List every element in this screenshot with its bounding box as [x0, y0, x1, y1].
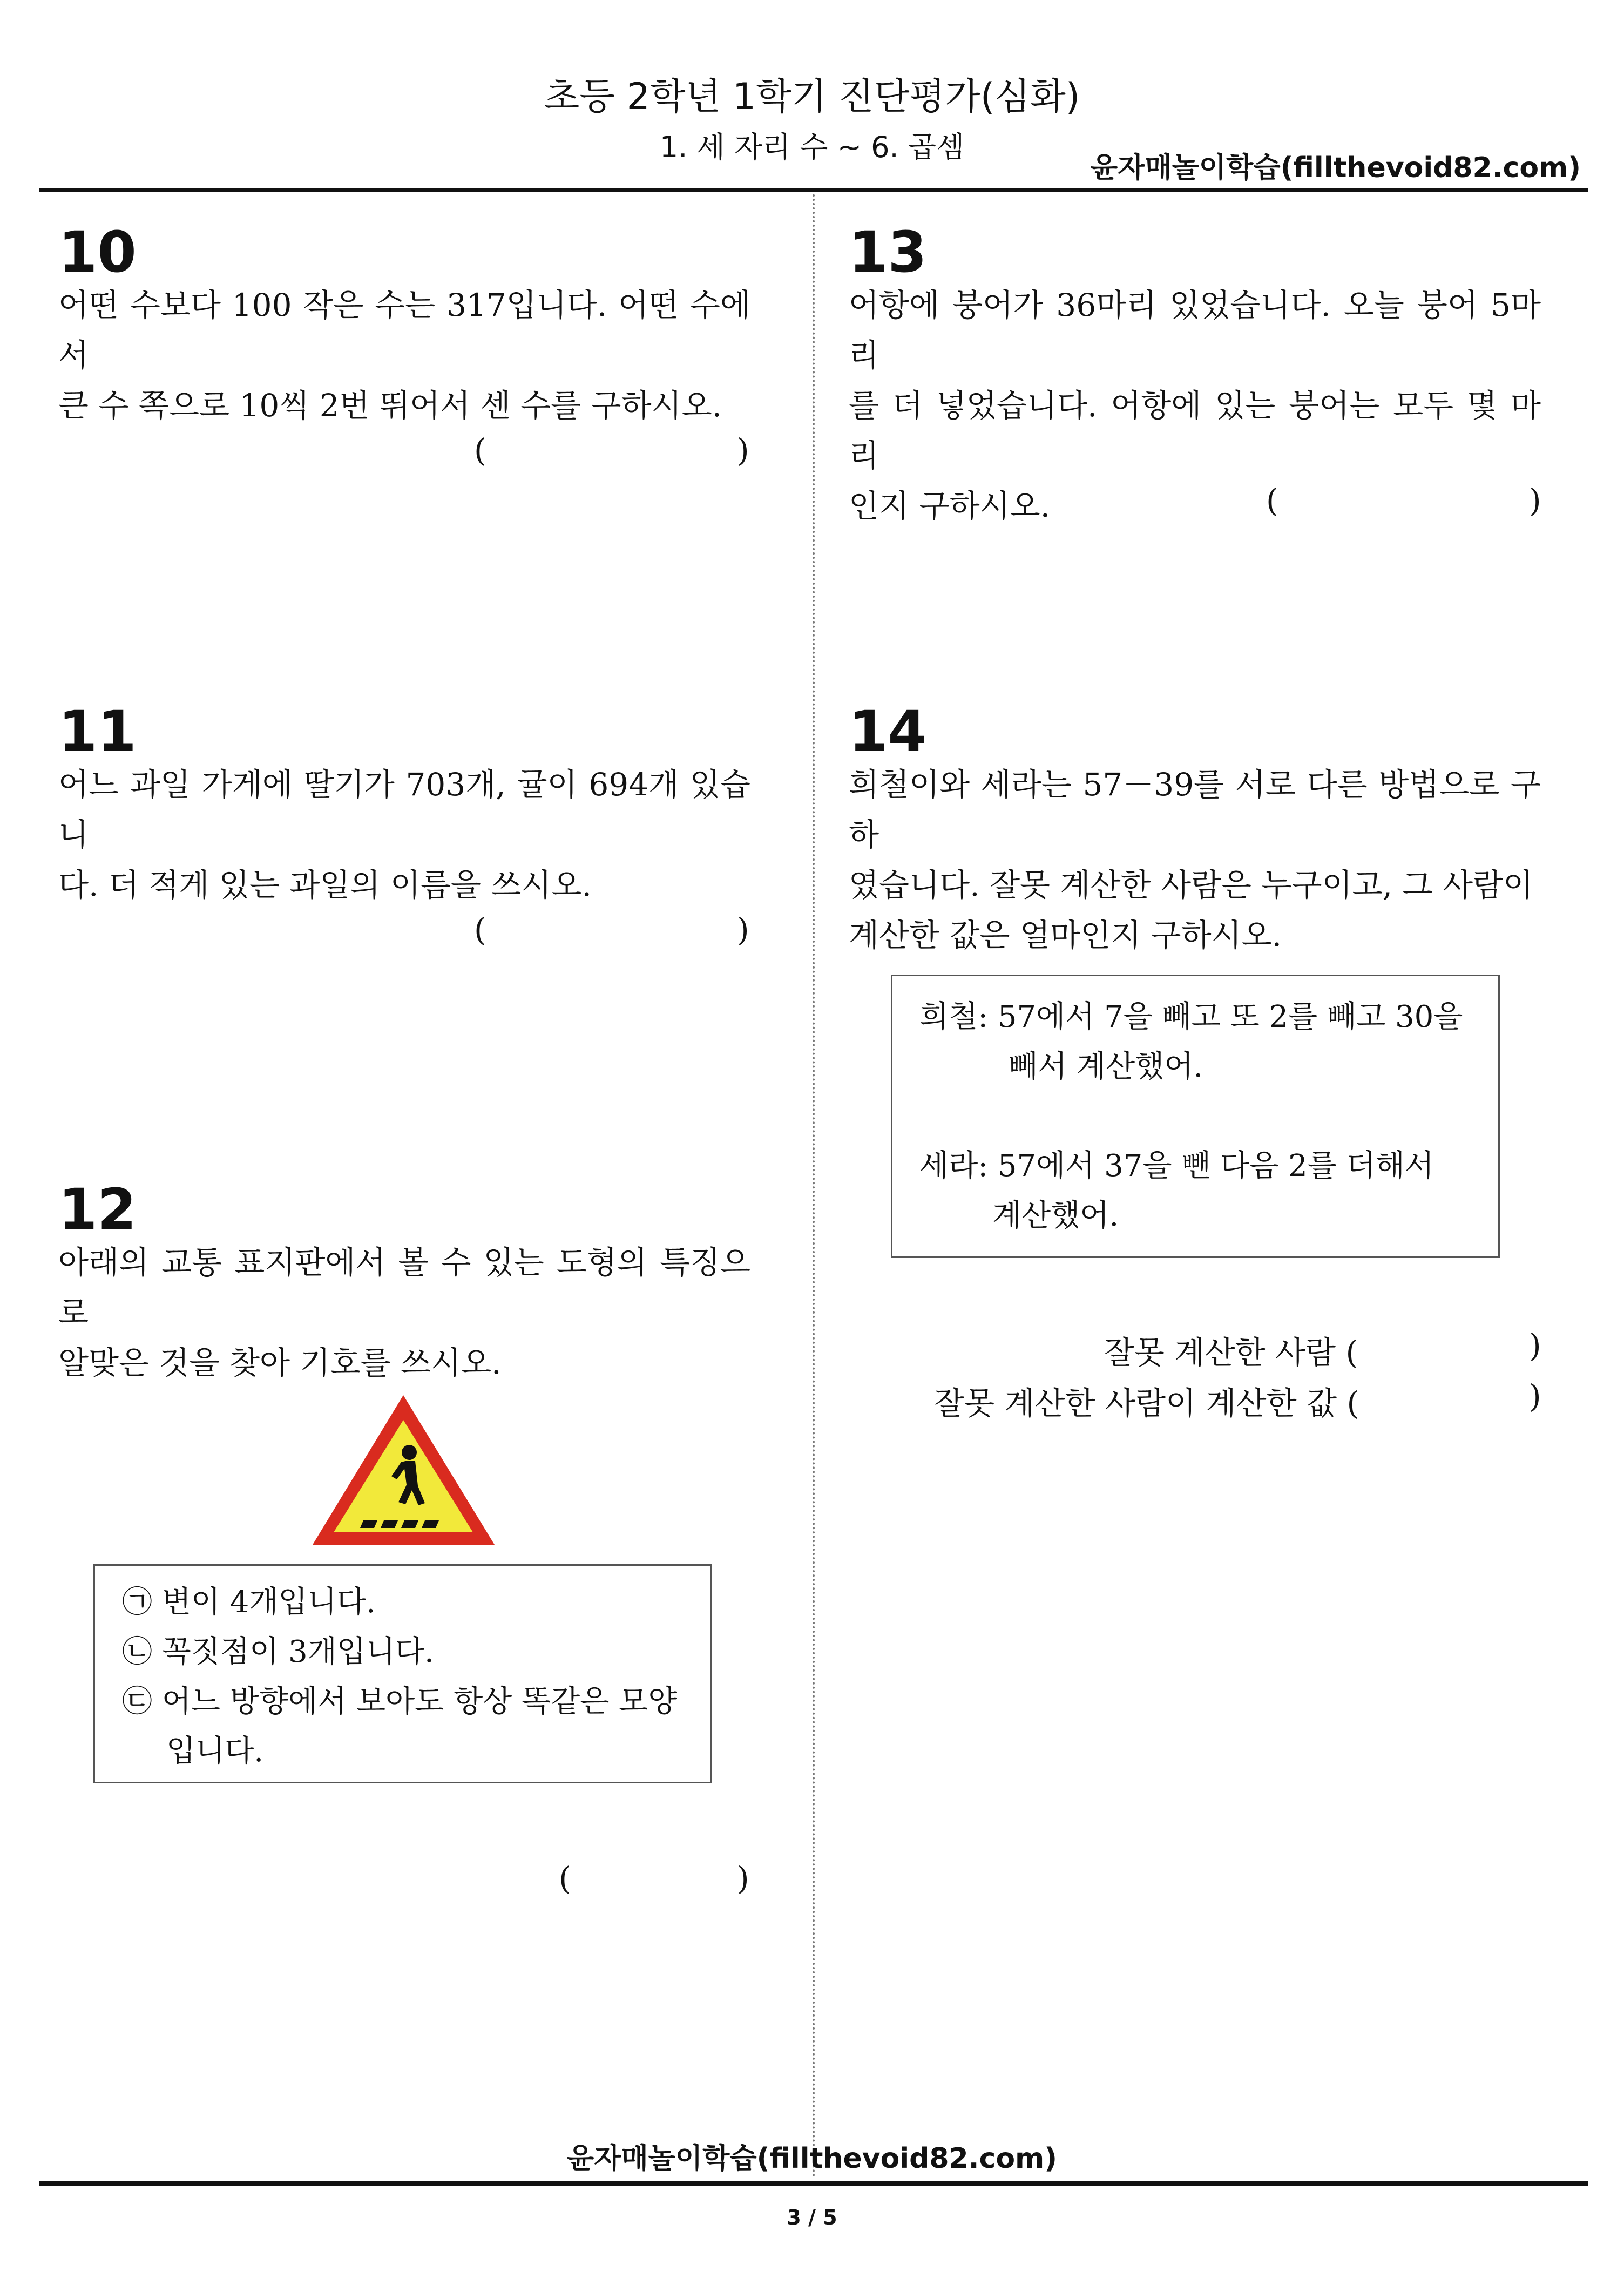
answer-open-paren: (: [474, 432, 486, 469]
option-mark: ㉢: [122, 1684, 152, 1719]
question-14: [849, 699, 1541, 961]
question-text-line: 어항에 붕어가 36마리 있었습니다. 오늘 붕어 5마리: [849, 287, 1541, 374]
option-c: [122, 1677, 710, 1727]
question-text-line: 인지 구하시오.: [849, 488, 1051, 524]
explanation-box: [891, 975, 1500, 1258]
answer-close-paren: ): [737, 1860, 749, 1897]
answer-open-paren: (: [474, 911, 486, 948]
explanation-sera-line1: 세라: 57에서 37을 뺀 다음 2를 더해서: [919, 1148, 1434, 1184]
question-number: 11: [58, 699, 137, 765]
option-text: 어느 방향에서 보아도 항상 똑같은 모양: [161, 1684, 678, 1719]
question-10: [58, 219, 750, 431]
page-title: 초등 2학년 1학기 진단평가(심화): [544, 76, 1080, 118]
option-b: [122, 1627, 710, 1677]
answer-close-paren: ): [1529, 482, 1541, 519]
footer-brand: 윤자매놀이학습(fillthevoid82.com): [566, 2142, 1057, 2175]
question-text-line: 희철이와 세라는 57－39를 서로 다른 방법으로 구하: [849, 766, 1541, 853]
option-c-continued: 입니다.: [166, 1734, 264, 1769]
answer-close-paren: ): [737, 911, 749, 948]
explanation-sera-line2: 계산했어.: [992, 1198, 1119, 1233]
header-brand: 윤자매놀이학습(fillthevoid82.com): [1090, 152, 1581, 184]
question-text-line: 계산한 값은 얼마인지 구하시오.: [849, 917, 1282, 954]
answer-label-wrong-person: 잘못 계산한 사람 (: [1104, 1334, 1358, 1371]
option-text: 꼭짓점이 3개입니다.: [161, 1634, 434, 1669]
answer-close-paren: ): [1529, 1378, 1541, 1415]
page-subtitle: 1. 세 자리 수 ~ 6. 곱셈: [659, 130, 965, 164]
page-number: 3 / 5: [787, 2206, 837, 2229]
answer-open-paren: (: [1266, 482, 1278, 519]
answer-label-wrong-value: 잘못 계산한 사람이 계산한 값 (: [934, 1385, 1359, 1422]
column-divider: [813, 194, 815, 2179]
question-number: 10: [58, 219, 137, 285]
question-text-line: 큰 수 쪽으로 10씩 2번 뛰어서 센 수를 구하시오.: [58, 387, 722, 424]
explanation-heechul-line2: 빼서 계산했어.: [1009, 1049, 1203, 1084]
question-number: 14: [849, 699, 927, 765]
question-text-line: 였습니다. 잘못 계산한 사람은 누구이고, 그 사람이: [849, 867, 1534, 903]
question-number: 13: [849, 219, 927, 285]
explanation-heechul-line1: 희철: 57에서 7을 빼고 또 2를 빼고 30을: [919, 999, 1463, 1035]
option-mark: ㉡: [122, 1634, 152, 1669]
option-mark: ㉠: [122, 1585, 152, 1620]
question-text-line: 어떤 수보다 100 작은 수는 317입니다. 어떤 수에서: [58, 287, 750, 374]
question-text-line: 다. 더 적게 있는 과일의 이름을 쓰시오.: [58, 867, 592, 903]
footer-rule: [39, 2181, 1588, 2186]
question-text-line: 아래의 교통 표지판에서 볼 수 있는 도형의 특징으로: [58, 1244, 750, 1331]
question-text-line: 어느 과일 가게에 딸기가 703개, 귤이 694개 있습니: [58, 766, 750, 853]
answer-open-paren: (: [559, 1860, 571, 1897]
answer-close-paren: ): [737, 432, 749, 469]
header-rule: [39, 188, 1588, 192]
option-text: 변이 4개입니다.: [161, 1585, 376, 1620]
question-13: [849, 219, 1541, 531]
question-11: [58, 699, 750, 910]
answer-close-paren: ): [1529, 1327, 1541, 1364]
option-a: [122, 1578, 710, 1627]
question-number: 12: [58, 1177, 137, 1242]
options-box: [93, 1564, 712, 1783]
question-12: [58, 1177, 750, 1388]
question-text-line: 알맞은 것을 찾아 기호를 쓰시오.: [58, 1344, 502, 1381]
question-text-line: 를 더 넣었습니다. 어항에 있는 붕어는 모두 몇 마리: [849, 387, 1541, 474]
pedestrian-crossing-sign-icon: [310, 1393, 497, 1547]
